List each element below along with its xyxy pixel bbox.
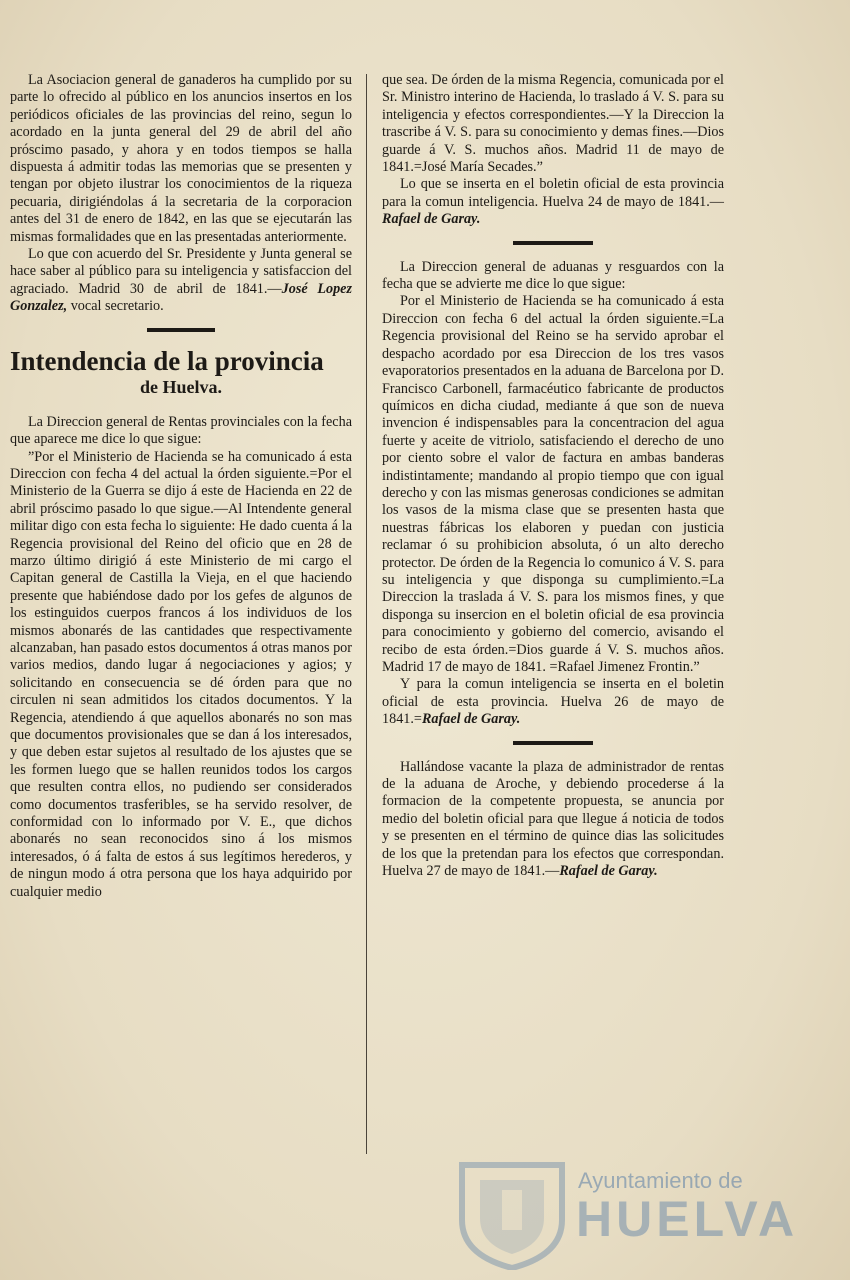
aduanas-intro: La Direccion general de aduanas y resguardos con la fecha que se advierte me dice lo que sigue: <box>382 258 724 293</box>
aduanas-order: Por el Ministerio de Hacienda se ha comunicado á esta Direccion con fecha 6 del actual la órden siguiente.=La Regencia provisional del Reino se ha servido aprobar el despacho acordado por esa Direccion de los tres vasos evaporatorios presentados en la aduana de Barcelona por D. Francisco Carbonell, farmacéutico fabricante de productos químicos en dicha ciudad, mediante á que son de nueva invencion é indispensables para la concentracion del agua fuerte y aceite de vitriolo, satisfaciendo el derecho de uno por ciento sobre el valor de factura en ambas banderas indistintamente; mandando al propio tiempo que con igual derecho y con las mismas generosas condiciones se admitan los vasos de la misma clase que se presenten hasta que nuestras fábricas los elaboren y puedan con justicia reclamar ó su prohibicion absoluta, ó un alto derecho protector. De órden de la Regencia lo comunico á V. S. para su inteligencia y que disponga su cumplimiento.=La Direccion la traslada á V. S. para los mismos fines, y que disponga su insercion en el boletin oficial de esa provincia para conocimiento y gobierno del comercio, avisando el recibo de esta órden.=Dios guarde á V. S. muchos años. Madrid 17 de mayo de 1841. =Rafael Jimenez Frontin.” <box>382 293 724 675</box>
ganaderos-closing-text: Lo que con acuerdo del Sr. Presidente y Junta general se hace saber al público para su inteligencia y satisfaccion del agraciado. Madrid 30 de abril de 1841.— <box>10 246 352 297</box>
right-column <box>382 72 724 880</box>
ganaderos-signature-role: vocal secretario. <box>67 298 164 315</box>
vacante-signature: Rafael de Garay. <box>559 863 658 880</box>
ganaderos-notice: La Asociacion general de ganaderos ha cumplido por su parte lo ofrecido al público en los anuncios insertos en los periódicos oficiales de las provincias del reino, segun lo acordado en la junta general del 29 de abril del año próscimo pasado, y ahora y en todos tiempos se halla dispuesta á admitir todas las memorias que se presenten y tengan por objeto ilustrar los conocimientos de la riqueza pecuaria, dirigiéndolas á la secretaria de la corporacion antes del 31 de enero de 1842, en las que se ejecutarán las mismas formalidades que en las presentadas anteriormente. <box>10 72 352 245</box>
aduanas-closing-text: Y para la comun inteligencia se inserta en el boletin oficial de esta provincia. Huelva 26 de mayo de 1841.= <box>382 676 724 728</box>
section-separator <box>513 741 593 745</box>
section-separator <box>147 328 215 332</box>
column-divider <box>366 74 367 1154</box>
vacante-notice-text: Hallándose vacante la plaza de administrador de rentas de la aduana de Aroche, y debiendo procederse á la formacion de la competente propuesta, se anuncia por medio del boletin oficial para que llegue á noticia de todos y se presenten en el término de quince dias las solicitudes de los que la pretendan para los efectos que correspondan. Huelva 27 de mayo de 1841.— <box>382 758 724 880</box>
rentas-signature: Rafael de Garay. <box>382 211 481 228</box>
aduanas-closing <box>382 676 724 728</box>
aduanas-signature: Rafael de Garay. <box>421 711 521 728</box>
left-column <box>10 72 352 901</box>
vacante-notice <box>382 759 724 881</box>
section-subheading: de Huelva. <box>139 376 222 397</box>
ganaderos-signature: José Lopez Gonzalez, <box>10 280 352 315</box>
ganaderos-closing <box>10 246 352 316</box>
watermark-line-1: Ayuntamiento de <box>578 1168 743 1193</box>
rentas-order-continued: que sea. De órden de la misma Regencia, comunicada por el Sr. Ministro interino de Hacienda, lo traslado á V. S. para su inteligencia y efectos correspondientes.—Y la Direccion la trascribe á V. S. para su conocimiento y demas fines.—Dios guarde á V. S. muchos años. Madrid 11 de mayo de 1841.=José María Secades.” <box>382 72 724 176</box>
section-heading: Intendencia de la provincia <box>10 345 324 376</box>
rentas-closing <box>382 176 724 228</box>
section-separator <box>513 241 593 245</box>
rentas-closing-text: Lo que se inserta en el boletin oficial de esta provincia para la comun inteligencia. Huelva 24 de mayo de 1841.— <box>382 176 724 210</box>
rentas-order: ”Por el Ministerio de Hacienda se ha comunicado á esta Direccion con fecha 4 del actual la órden siguiente.=Por el Ministerio de la Guerra se dijo á este de Hacienda en 22 de abril próscimo pasado lo que sigue.—Al Intendente general militar digo con esta fecha lo siguiente: He dado cuenta á la Regencia provisional del Reino del oficio que en 28 de marzo último dirigió á este Ministerio de mi cargo el Capitan general de Castilla la Vieja, en el que haciendo presente que habiéndose dado por los gefes de algunos de los estinguidos cuerpos francos á los individuos de los mismos abonarés de las cantidades que respectivamente alcanzaban, han pasado estos documentos á otras manos por varios medios, dando lugar á negociaciones y agios; y solicitando en consecuencia se dé órden para que no circulen ni sean admitidos los citados documentos. Y la Regencia, atendiendo á que aquellos abonarés no son mas que documentos provisionales que se dan á los interesados, y que deben estar sujetos al resultado de los ajustes que se les formen luego que se hallen reunidos todos los cargos que resulten contra ellos, no pudiendo ser considerados como documentos trasferibles, se ha servido resolver, de conformidad con lo informado por V. E., que dichos abonarés no sean reconocidos sino á los mismos interesados, ó á falta de estos á sus legítimos herederos, y de ningun modo á otra persona que los haya adquirido por cualquier medio <box>10 448 352 900</box>
watermark-line-2: HUELVA <box>576 1191 799 1247</box>
rentas-intro: La Direccion general de Rentas provinciales con la fecha que aparece me dice lo que sigue: <box>10 413 352 448</box>
watermark-shield-icon <box>452 1160 572 1270</box>
